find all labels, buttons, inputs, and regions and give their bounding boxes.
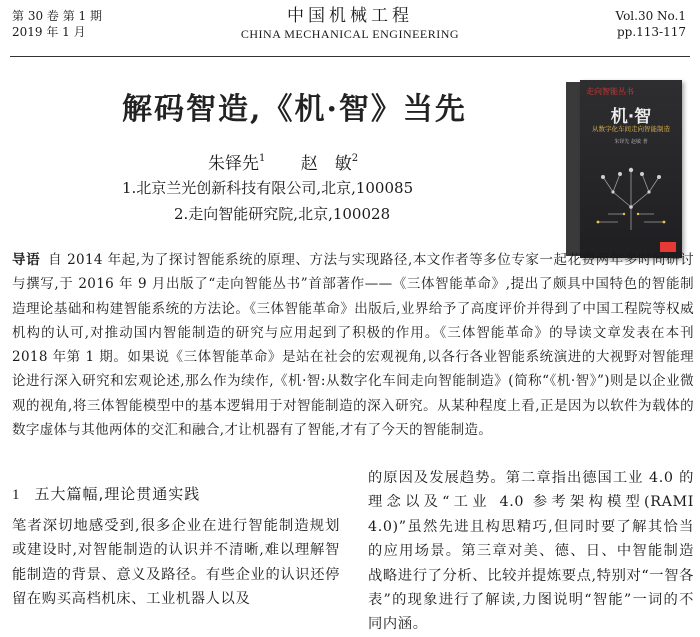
author-name: 朱铎先 bbox=[208, 154, 259, 174]
author-affiliation-mark: 1 bbox=[259, 153, 266, 164]
section-title: 五大篇幅,理论贯通实践 bbox=[34, 485, 201, 503]
circuit-tree-art-icon bbox=[588, 152, 674, 232]
lead-paragraph bbox=[12, 248, 694, 442]
body-column-left: 笔者深切地感受到,很多企业在进行智能制造规划或建设时,对智能制造的认识并不清晰,难以理解智能制造的背景、意义及路径。有些企业的认识还停留在购买高档机床、工业机器人以及 bbox=[12, 518, 340, 608]
book-spine bbox=[566, 82, 580, 256]
book-cover-image bbox=[566, 80, 682, 258]
affiliation: 2.走向智能研究院,北京,100028 bbox=[174, 205, 391, 223]
journal-title-cn: 中国机械工程 bbox=[287, 6, 413, 26]
author bbox=[208, 148, 265, 175]
journal-title-en: CHINA MECHANICAL ENGINEERING bbox=[240, 27, 460, 41]
publication-date: 2019 年 1 月 bbox=[12, 25, 86, 39]
author-affiliation-mark: 2 bbox=[351, 153, 359, 164]
header-rule bbox=[10, 56, 690, 57]
book-title: 机·智 bbox=[610, 107, 652, 127]
author-name: 赵 敏 bbox=[300, 154, 352, 174]
author bbox=[301, 148, 358, 175]
header-center bbox=[0, 6, 700, 42]
header-right bbox=[616, 8, 687, 40]
section-number: 1 bbox=[12, 487, 21, 503]
lead-label: 导语 bbox=[12, 252, 41, 268]
article-title: 解码智造,《机·智》当先 bbox=[122, 92, 467, 127]
lead-text: 自 2014 年起,为了探讨智能系统的原理、方法与实现路径,本文作者等多位专家一起花费两年多时间研讨与撰写,于 2016 年 9 月出版了“走向智能丛书”首部著作——《三体智能革命》,提出了颇具中国特色的智能制造理论基础和构建智能系统的方法论。《三体智能革命》出版后,业界给予了高度评价并得到了中国工程院等权威机构的认可,对推动国内智能制造的研究与应用起到了积极的作用。《三体智能革命》的导读文章发表在本刊 2018 年第 1 期。如果说《三体智能革命》是站在社会的宏观视角,以各行各业智能系统演进的大视野对智能理论进行深入研究和宏观论述,那么作为续作,《机·智:从数字化车间走向智能制造》(简称“《机·智》”)则是以企业微观的视角,将三体智能模型中的基本逻辑用于对智能制造的深入研究。从某种程度上看,正是因为以软件为载体的数字虚体与其他两体的交汇和融合,才让机器有了智能,才有了今天的智能制造。 bbox=[12, 252, 694, 439]
brand-logo-icon: 走向智能丛书 bbox=[586, 87, 634, 96]
body-column-right: 的原因及发展趋势。第二章指出德国工业 4.0 的理念以及“工业 4.0 参考架构模型(RAMI 4.0)”虽然先进且构思精巧,但同时要了解其恰当的应用场景。第三章对美、德、日、中智能制造战略进行了分析、比较并提炼要点,特别对“一智各表”的现象进行了解读,力图说明“智能”一词的不同内涵。 bbox=[368, 470, 694, 633]
book-authors: 朱铎先 赵敏 著 bbox=[614, 139, 648, 145]
volume-issue: 第 30 卷 第 1 期 bbox=[12, 9, 102, 23]
page-range: pp.113-117 bbox=[616, 25, 686, 39]
author-list bbox=[208, 148, 358, 175]
book-subtitle: 从数字化车间走向智能制造 bbox=[592, 125, 670, 133]
section-heading bbox=[12, 484, 200, 505]
volume-number: Vol.30 No.1 bbox=[615, 9, 686, 23]
affiliation: 1.北京兰光创新科技有限公司,北京,100085 bbox=[122, 179, 414, 197]
book-cover bbox=[580, 80, 682, 258]
